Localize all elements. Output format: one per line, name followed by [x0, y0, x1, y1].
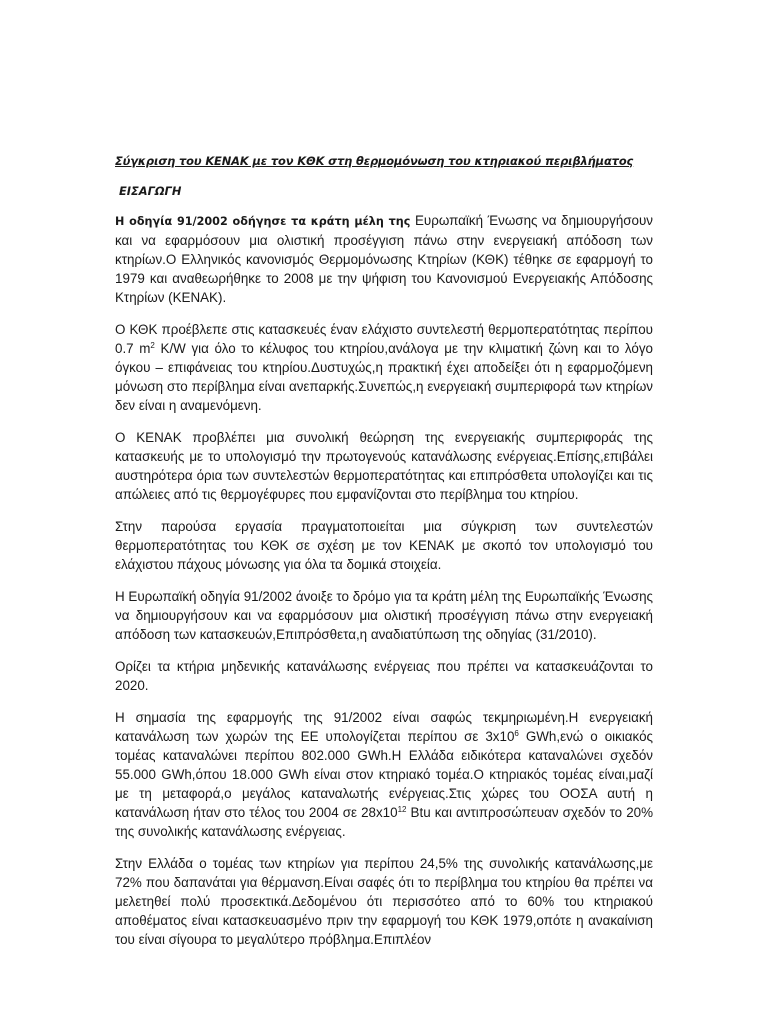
paragraph-2-part-a: Ο ΚΘΚ προέβλεπε στις κατασκευές έναν ελάχιστο συντελεστή θερμοπερατότητας περίπου 0.7 m: [115, 322, 653, 356]
document-body: [115, 211, 653, 962]
paragraph-7-part-c: Btu και αντιπροσώπευαν σχεδόν το 20% της συνολικής κατανάλωσης ενέργειας.: [115, 805, 653, 839]
paragraph-1-lead: Η οδηγία 91/2002 οδήγησε τα κράτη μέλη της: [115, 215, 411, 228]
document-title: Σύγκριση του ΚΕΝΑΚ με τον ΚΘΚ στη θερμομόνωση του κτηριακού περιβλήματος: [115, 154, 634, 168]
superscript-exponent-6: 6: [514, 729, 519, 738]
paragraph-7-part-b: GWh,ενώ ο οικιακός τομέας καταναλώνει περίπου 802.000 GWh.Η Ελλάδα ειδικότερα καταναλώνει σχεδόν 55.000 GWh,όπου 18.000 GWh είναι στον κτηριακό τομέα.Ο κτηριακός τομέας είναι,μαζί με τη μεταφορά,ο μεγάλος καταναλωτής ενέργειας.Στις χώρες του ΟΟΣΑ αυτή η κατανάλωση ήταν στο τέλος του 2004 σε 28x10: [115, 729, 653, 820]
paragraph-2-part-b: K/W για όλο το κέλυφος του κτηρίου,ανάλογα με την κλιματική ζώνη και το λόγο όγκου – επιφάνειας του κτηρίου.Δυστυχώς,η πρακτική έχει αποδείξει ότι η εφαρμοζόμενη μόνωση στο περίβλημα είναι ανεπαρκής.Συνεπώς,η ενεργειακή συμπεριφορά των κτηρίων δεν είναι η αναμενόμενη.: [115, 341, 653, 413]
paragraph-4: Στην παρούσα εργασία πραγματοποιείται μια σύγκριση των συντελεστών θερμοπερατότητας του ΚΘΚ σε σχέση με τον ΚΕΝΑΚ με σκοπό τον υπολογισμό του ελάχιστου πάχους μόνωσης για όλα τα δομικά στοιχεία.: [115, 519, 653, 572]
superscript-squared: 2: [150, 341, 155, 350]
paragraph-1-text: Ευρωπαϊκή Ένωσης να δημιουργήσουν και να εφαρμόσουν μια ολιστική προσέγγιση πάνω στην ενεργειακή απόδοση των κτηρίων.Ο Ελληνικός κανονισμός Θερμομόνωσης Κτηρίων (ΚΘΚ) τέθηκε σε εφαρμογή το 1979 και αναθεωρήθηκε το 2008 με την ψήφιση του Κανονισμού Ενεργειακής Απόδοσης Κτηρίων (ΚΕΝΑΚ).: [115, 213, 653, 305]
paragraph-8: Στην Ελλάδα ο τομέας των κτηρίων για περίπου 24,5% της συνολικής κατανάλωσης,με 72% που δαπανάται για θέρμανση.Είναι σαφές ότι το περίβλημα του κτηρίου θα πρέπει να μελετηθεί πολύ προσεκτικά.Δεδομένου ότι περισσότεο από το 60% του κτηριακού αποθέματος είναι κατασκευασμένο πριν την εφαρμογή του ΚΘΚ 1979,οπότε η ανακαίνιση του είναι σίγουρα το μεγαλύτερο πρόβλημα.Επιπλέον: [115, 856, 653, 947]
paragraph-7-part-a: Η σημασία της εφαρμογής της 91/2002 είναι σαφώς τεκμηριωμένη.Η ενεργειακή κατανάλωση των χωρών της ΕΕ υπολογίζεται περίπου σε 3x10: [115, 710, 653, 744]
document-page: [115, 0, 653, 1024]
paragraph-6: Ορίζει τα κτήρια μηδενικής κατανάλωσης ενέργειας που πρέπει να κατασκευάζονται το 2020.: [115, 659, 653, 693]
paragraph-7: [115, 708, 653, 841]
section-heading: ΕΙΣΑΓΩΓΗ: [119, 184, 182, 198]
paragraph-5: Η Ευρωπαϊκή οδηγία 91/2002 άνοιξε το δρόμο για τα κράτη μέλη της Ευρωπαϊκής Ένωσης να δημιουργήσουν και να εφαρμόσουν μια ολιστική προσέγγιση πάνω στην ενεργειακή απόδοση των κατασκευών,Επιπρόσθετα,η αναδιατύπωση της οδηγίας (31/2010).: [115, 589, 653, 642]
paragraph-2: [115, 320, 653, 415]
superscript-exponent-12: 12: [397, 805, 407, 814]
paragraph-3: Ο ΚΕΝΑΚ προβλέπει μια συνολική θεώρηση της ενεργειακής συμπεριφοράς της κατασκευής με το υπολογισμό την πρωτογενούς κατανάλωσης ενέργειας.Επίσης,επιβάλει αυστηρότερα όρια των συντελεστών θερμοπερατότητας και επιπρόσθετα υπολογίζει και τις απώλειες από τις θερμογέφυρες που εμφανίζονται στο περίβλημα του κτηρίου.: [115, 430, 653, 502]
paragraph-1: [115, 211, 653, 307]
